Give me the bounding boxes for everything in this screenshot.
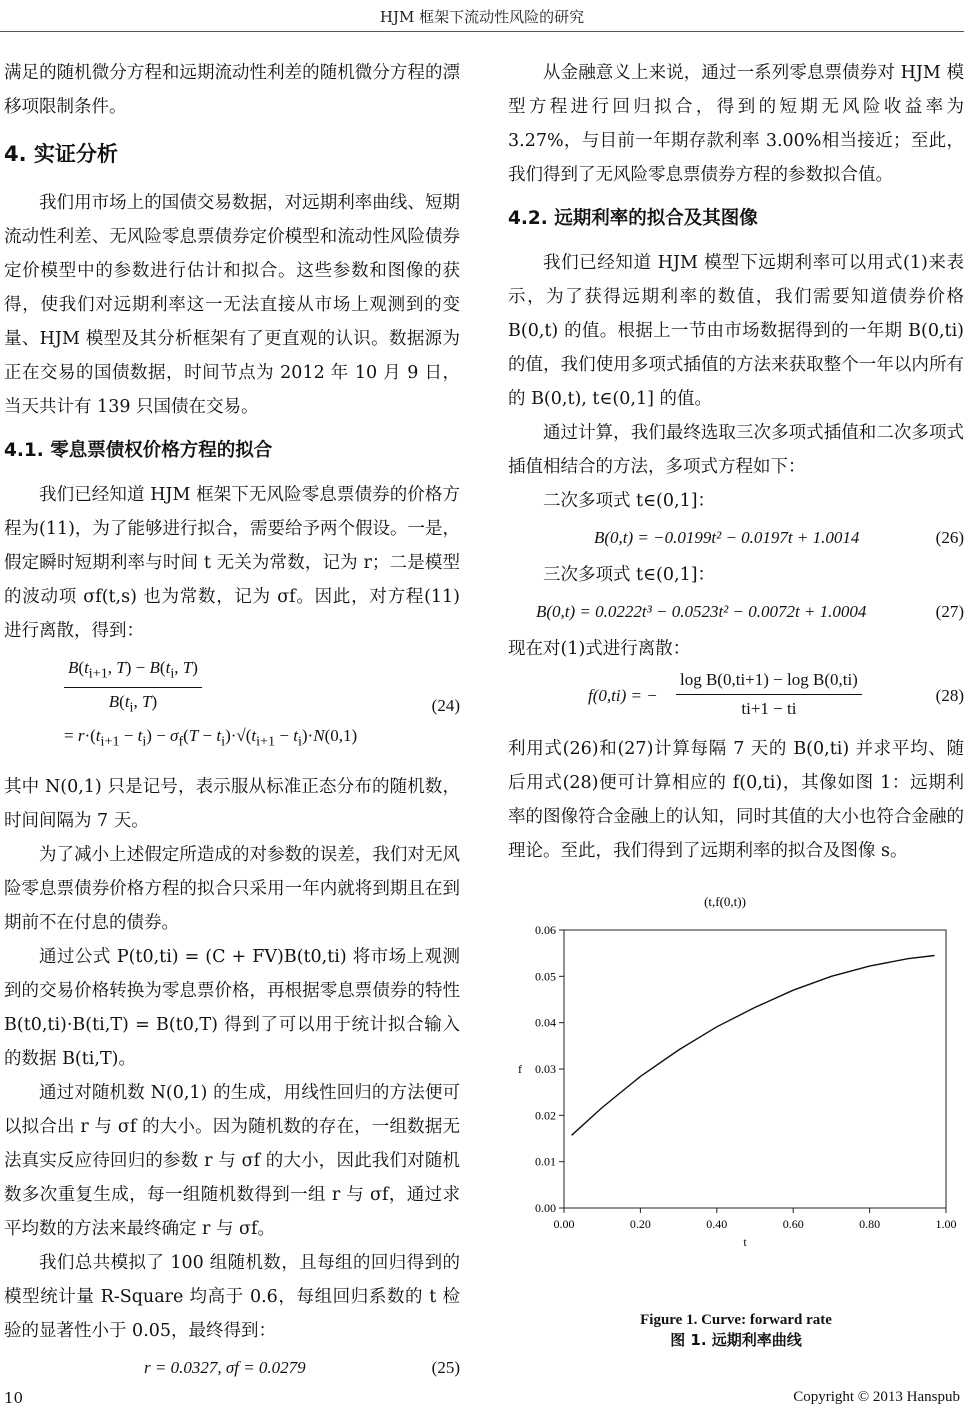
y-tick-label: 0.00 bbox=[535, 1201, 556, 1215]
paragraph: 为了减小上述假定所造成的对参数的误差，我们对无风险零息票债券价格方程的拟合只采用一年内就将到期且在到期前不在付息的债券。 bbox=[4, 845, 460, 933]
x-tick-label: 0.00 bbox=[553, 1217, 575, 1231]
paragraph: 现在对(1)式进行离散： bbox=[508, 639, 691, 659]
paragraph: 我们已经知道 HJM 框架下无风险零息票债券的价格方程为(11)，为了能够进行拟合，需要给予两个假设。一是，假定瞬时短期利率与时间 t 无关为常数，记为 r；二是模型的波动项 σf(t,s) 也为常数，记为 σf。因此，对方程(11)进行离散，得到： bbox=[4, 485, 460, 641]
x-axis-label: t bbox=[743, 1235, 747, 1249]
x-tick-label: 0.80 bbox=[859, 1217, 881, 1231]
page-number: 10 bbox=[4, 1389, 24, 1407]
header-rule bbox=[0, 31, 964, 32]
paragraph: 通过公式 P(t0,ti) = (C + FV)B(t0,ti) 将市场上观测到的交易价格转换为零息票价格，再根据零息票债券的特性 B(t0,ti)·B(ti,T) = B(t0,T) 得到了可以用于统计拟合输入的数据 B(ti,T)。 bbox=[4, 947, 460, 1069]
right-column bbox=[508, 56, 964, 1350]
y-tick-label: 0.06 bbox=[535, 923, 556, 937]
equation-body: B(0,t) = 0.0222t³ − 0.0523t² − 0.0072t + 1.0004 bbox=[536, 602, 867, 621]
y-axis-label: f bbox=[518, 1062, 522, 1076]
figure-caption-cn: 图 1. 远期利率曲线 bbox=[670, 1331, 802, 1349]
series-line bbox=[572, 956, 935, 1136]
quad-label: 二次多项式 t∈(0,1]： bbox=[543, 491, 716, 511]
equation-number: (25) bbox=[431, 1358, 460, 1377]
x-tick-label: 0.20 bbox=[629, 1217, 651, 1231]
subsection-heading: 4.1. 零息票债权价格方程的拟合 bbox=[4, 440, 273, 461]
equation-28 bbox=[508, 666, 964, 732]
chart-title: (t,f(0,t)) bbox=[704, 894, 746, 909]
y-tick-label: 0.04 bbox=[535, 1015, 556, 1030]
equation-body: B(0,t) = −0.0199t² − 0.0197t + 1.0014 bbox=[594, 528, 860, 547]
paragraph: 通过对随机数 N(0,1) 的生成，用线性回归的方法便可以拟合出 r 与 σf 的大小。因为随机数的存在，一组数据无法真实反应待回归的参数 r 与 σf 的大小，因此我们对随机数多次重复生成，每一组随机数得到一组 r 与 σf，通过求平均数的方法来最终确定 r 与 σf。 bbox=[4, 1083, 460, 1239]
equation-number: (24) bbox=[431, 696, 460, 715]
paragraph: 我们总共模拟了 100 组随机数，且每组的回归得到的模型统计量 R-Square 均高于 0.6，每组回归系数的 t 检验的显著性小于 0.05，最终得到： bbox=[4, 1253, 460, 1341]
paragraph: 利用式(26)和(27)计算每隔 7 天的 B(0,ti) 并求平均、随后用式(28)便可计算相应的 f(0,ti)，其像如图 1：远期利率的图像符合金融上的认知，同时其值的大小也符合金融的理论。至此，我们得到了远期利率的拟合及图像 s。 bbox=[508, 739, 964, 861]
x-tick-label: 0.60 bbox=[782, 1217, 804, 1231]
paragraph: 通过计算，我们最终选取三次多项式插值和二次多项式插值相结合的方法，多项式方程如下： bbox=[508, 423, 964, 477]
y-tick-label: 0.03 bbox=[535, 1062, 556, 1076]
paragraph: 我们用市场上的国债交易数据，对远期利率曲线、短期流动性利差、无风险零息票债券定价模型和流动性风险债券定价模型中的参数进行估计和拟合。这些参数和图像的获得，使我们对远期利率这一无法直接从市场上观测到的变量、HJM 模型及其分析框架有了更直观的认识。数据源为正在交易的国债数据，时间节点为 2012 年 10 月 9 日，当天共计有 139 只国债在交易。 bbox=[4, 193, 460, 417]
paragraph: 满足的随机微分方程和远期流动性利差的随机微分方程的漂移项限制条件。 bbox=[4, 63, 460, 117]
paragraph: 我们已经知道 HJM 模型下远期利率可以用式(1)来表示，为了获得远期利率的数值，我们需要知道债券价格 B(0,t) 的值。根据上一节由市场数据得到的一年期 B(0,ti) 的值，我们使用多项式插值的方法来获取整个一年以内所有的 B(0,t), t∈(0,1] 的值。 bbox=[508, 253, 964, 409]
left-column bbox=[4, 56, 460, 1388]
forward-rate-chart bbox=[508, 890, 964, 1270]
equation-number: (28) bbox=[935, 686, 964, 705]
section-heading: 4. 实证分析 bbox=[4, 142, 118, 166]
subsection-heading: 4.2. 远期利率的拟合及其图像 bbox=[508, 208, 758, 229]
y-tick-label: 0.05 bbox=[535, 969, 556, 984]
copyright: Copyright © 2013 Hanspub bbox=[793, 1389, 960, 1405]
equation-body: r = 0.0327, σf = 0.0279 bbox=[144, 1358, 306, 1377]
figure-1 bbox=[508, 890, 964, 1310]
equation-numerator: log B(0,ti+1) − log B(0,ti) bbox=[676, 666, 862, 695]
equation-24: $\frac{B(t_{i+1}, T) - B(t_i, T)}{B(t_i, T)}$ = $r\cdot(t_{i+1} - t_i) - \sigma_f(T - t_i)\cdot√(t_{i+1} - t_i)\cdot N(0,1)$ (24) bbox=[4, 648, 460, 770]
running-header: HJM 框架下流动性风险的研究 bbox=[379, 8, 585, 26]
y-tick-label: 0.02 bbox=[535, 1108, 556, 1123]
x-tick-label: 0.40 bbox=[706, 1217, 728, 1231]
cubic-label: 三次多项式 t∈(0,1]： bbox=[543, 565, 716, 585]
equation-number: (26) bbox=[935, 528, 964, 547]
figure-caption-en: Figure 1. Curve: forward rate bbox=[640, 1312, 832, 1328]
paragraph: 其中 N(0,1) 只是记号，表示服从标准正态分布的随机数，时间间隔为 7 天。 bbox=[4, 777, 460, 831]
equation-26 bbox=[508, 518, 964, 558]
equation-denominator: ti+1 − ti bbox=[741, 699, 797, 718]
paragraph: 从金融意义上来说，通过一系列零息票债券对 HJM 模型方程进行回归拟合，得到的短期无风险收益率为 3.27%，与目前一年期存款利率 3.00%相当接近；至此，我们得到了无风险零息票债券方程的参数拟合值。 bbox=[508, 63, 964, 185]
y-tick-label: 0.01 bbox=[535, 1154, 556, 1169]
equation-lhs: f(0,ti) = − bbox=[588, 686, 658, 705]
x-tick-label: 1.00 bbox=[935, 1217, 957, 1231]
equation-27 bbox=[508, 592, 964, 632]
plot-frame bbox=[564, 930, 946, 1208]
equation-25 bbox=[4, 1348, 460, 1388]
equation-number: (27) bbox=[935, 602, 964, 621]
